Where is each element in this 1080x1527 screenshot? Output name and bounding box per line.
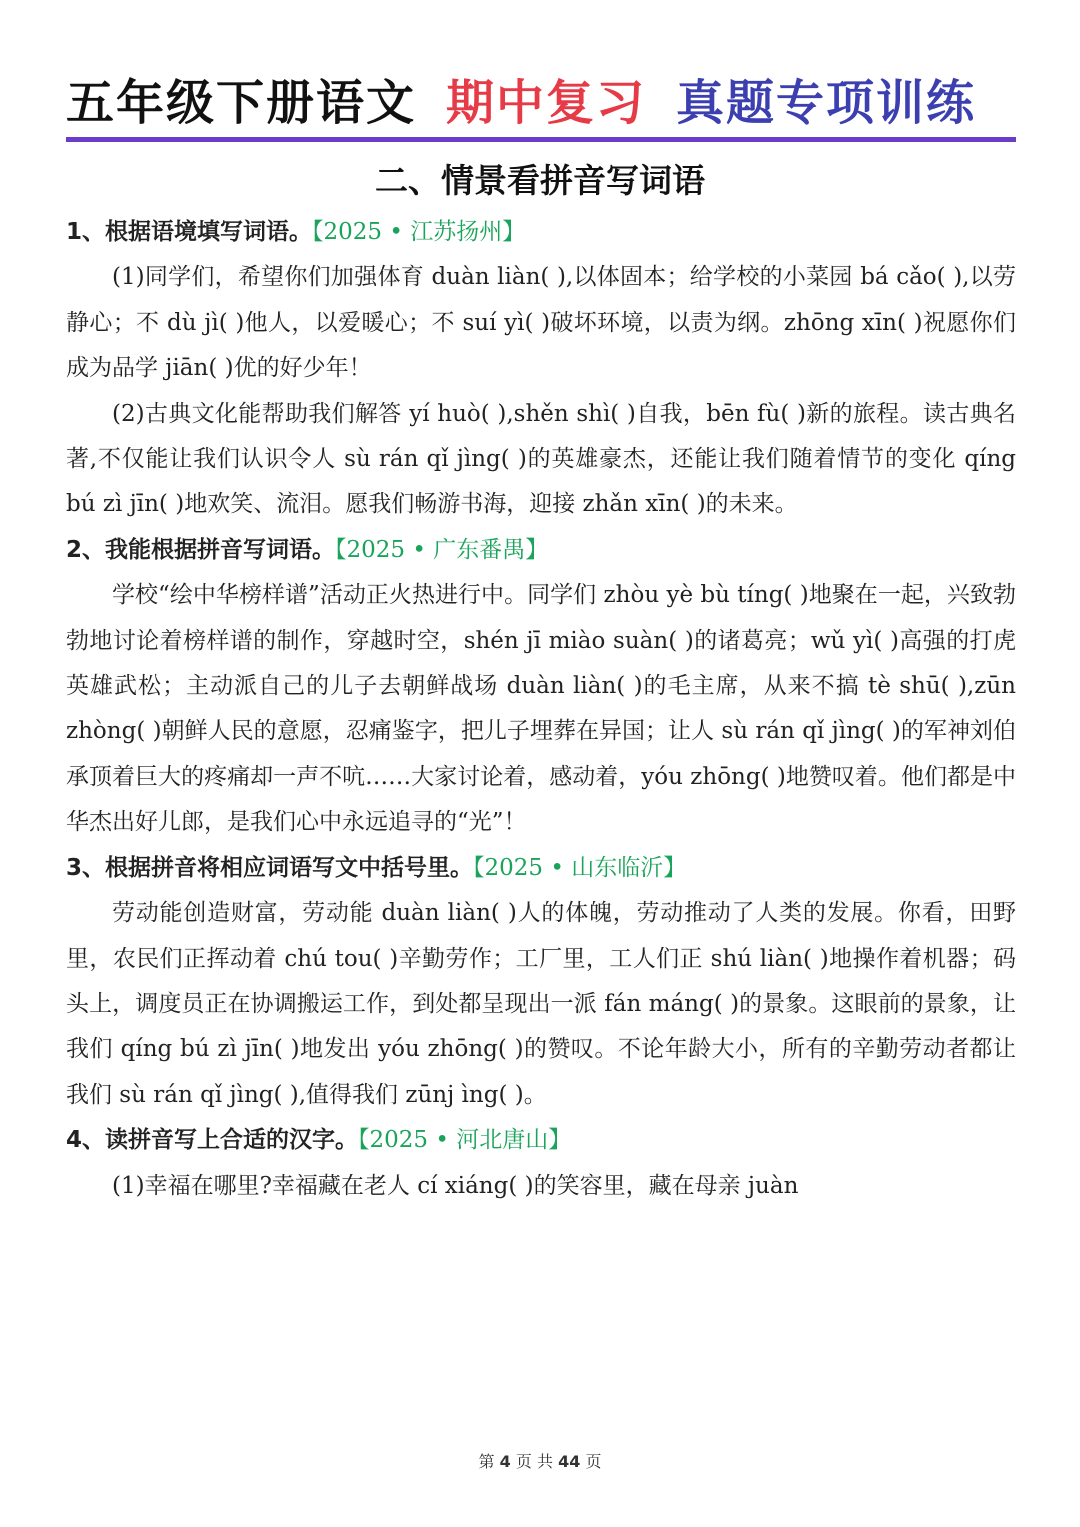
footer-page-total: 44 xyxy=(558,1452,581,1471)
source-tag: 【2025 • 江苏扬州】 xyxy=(312,219,526,245)
question-heading xyxy=(66,1118,1016,1163)
question-heading-text: 4、读拼音写上合适的汉字。 xyxy=(66,1127,359,1154)
title-midterm: 期中复习 xyxy=(446,75,647,131)
question-2 xyxy=(66,528,1016,846)
question-4 xyxy=(66,1118,1016,1209)
footer-suffix: 页 xyxy=(585,1452,602,1471)
exercise-content xyxy=(66,210,1016,1209)
footer-middle: 页 共 xyxy=(515,1452,553,1471)
page-title xyxy=(66,68,1016,138)
question-heading-text: 1、根据语境填写词语。 xyxy=(66,219,313,245)
question-3 xyxy=(66,846,1016,1118)
question-paragraph: (2)古典文化能帮助我们解答 yí huò( ),shěn shì( )自我，bēn fù( )新的旅程。读古典名著,不仅能让我们认识令人 sù rán qǐ jìng( )的英雄豪杰，还能让我们随着情节的变化 qíng bú zì jīn( )地欢笑、流泪。愿我们畅游书海，迎接 zhǎn xīn( )的未来。 xyxy=(66,400,1016,518)
question-paragraph: (1)同学们，希望你们加强体育 duàn liàn( ),以体固本；给学校的小菜园 bá cǎo( ),以劳静心；不 dù jì( )他人，以爱暖心；不 suí yì( )破坏环境，以责为纲。zhōng xīn( )祝愿你们成为品学 jiān( )优的好少年！ xyxy=(66,264,1016,382)
question-heading-text: 3、根据拼音将相应词语写文中括号里。 xyxy=(66,854,474,881)
section-title: 二、情景看拼音写词语 xyxy=(375,161,705,200)
question-paragraph: 劳动能创造财富，劳动能 duàn liàn( )人的体魄，劳动推动了人类的发展。你看，田野里，农民们正挥动着 chú tou( )辛勤劳作；工厂里，工人们正 shú liàn( )地操作着机器；码头上，调度员正在协调搬运工作，到处都呈现出一派 fán máng( )的景象。这眼前的景象，让我们 qíng bú zì jīn( )地发出 yóu zhōng( )的赞叹。不论年龄大小，所有的辛勤劳动者都让我们 sù rán qǐ jìng( ),值得我们 zūnj ìng( )。 xyxy=(66,900,1016,1108)
question-heading-text: 2、我能根据拼音写词语。 xyxy=(66,536,336,563)
title-grade: 五年级下册语文 xyxy=(66,75,417,131)
question-heading xyxy=(66,210,1016,255)
question-1 xyxy=(66,210,1016,528)
question-heading xyxy=(66,528,1016,573)
question-paragraph: (1)幸福在哪里?幸福藏在老人 cí xiáng( )的笑容里，藏在母亲 juàn xyxy=(112,1172,799,1199)
footer-page-number: 4 xyxy=(499,1452,511,1471)
question-paragraph: 学校“绘中华榜样谱”活动正火热进行中。同学们 zhòu yè bù tíng( )地聚在一起，兴致勃勃地讨论着榜样谱的制作，穿越时空，shén jī miào suàn( )的诸葛亮；wǔ yì( )高强的打虎英雄武松；主动派自己的儿子去朝鲜战场 duàn liàn( )的毛主席，从来不搞 tè shū( ),zūn zhòng( )朝鲜人民的意愿，忍痛鉴字，把儿子埋葬在异国；让人 sù rán qǐ jìng( )的军神刘伯承顶着巨大的疼痛却一声不吭……大家讨论着，感动着，yóu zhōng( )地赞叹着。他们都是中华杰出好儿郎，是我们心中永远追寻的“光”！ xyxy=(66,582,1016,836)
page-footer xyxy=(0,1450,1080,1474)
source-tag: 【2025 • 山东临沂】 xyxy=(473,854,687,881)
title-underline xyxy=(66,137,1016,142)
source-tag: 【2025 • 广东番禺】 xyxy=(335,536,549,563)
question-heading xyxy=(66,846,1016,891)
footer-prefix: 第 xyxy=(478,1452,495,1471)
source-tag: 【2025 • 河北唐山】 xyxy=(358,1127,572,1154)
title-training: 真题专项训练 xyxy=(676,75,977,131)
